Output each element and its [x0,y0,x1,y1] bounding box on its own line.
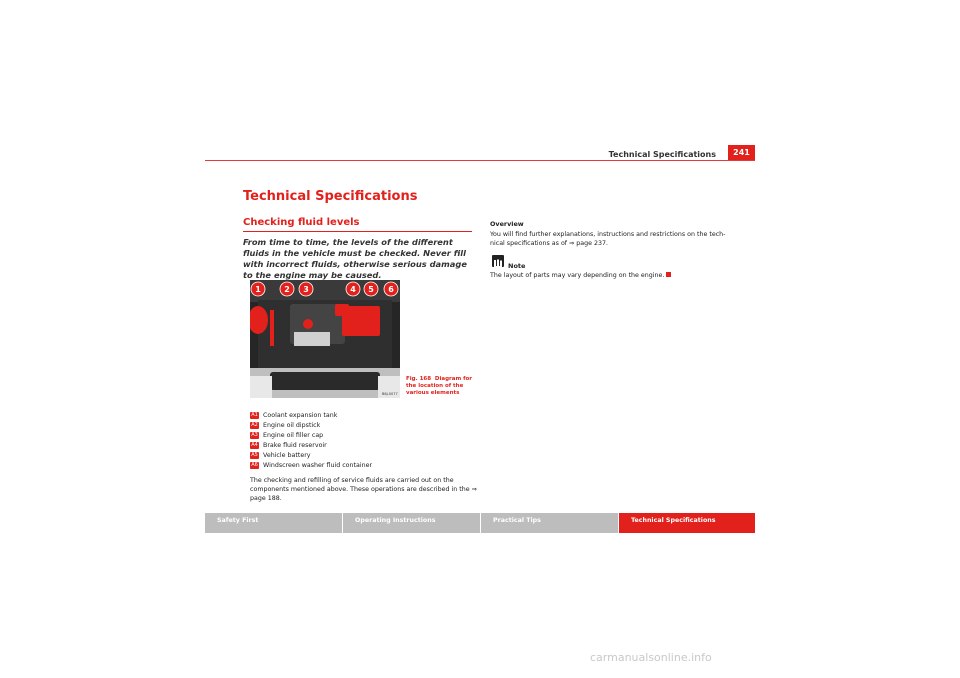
svg-text:4: 4 [350,285,356,294]
legend-item [250,461,372,471]
svg-text:2: 2 [284,285,290,294]
legend-label: Windscreen washer fluid container [263,462,373,469]
watermark: carmanualsonline.info [590,651,712,664]
figure-caption-label: Fig. 168 [406,376,432,382]
legend-marker: A4 [251,441,258,448]
figure-caption-text: Diagram for the location of the various elements [406,376,472,396]
section-rule [243,231,472,232]
section-title: Checking fluid levels [243,217,360,228]
marker-5 [364,282,378,296]
legend-item [250,421,372,431]
svg-text:5: 5 [368,285,374,294]
svg-text:6: 6 [388,285,394,294]
svg-text:1: 1 [255,285,261,294]
footer-nav [205,513,755,533]
engine-bay-figure [250,280,400,398]
legend-item [250,451,372,461]
component-legend [250,411,372,471]
legend-label: Engine oil dipstick [263,422,321,429]
legend-item [250,431,372,441]
legend-marker: A1 [251,411,258,418]
legend-label: Brake fluid reservoir [263,442,327,449]
figure-caption [406,376,476,397]
legend-marker: A3 [251,431,258,438]
tab-technical-specifications[interactable]: Technical Specifications [618,513,755,533]
marker-6 [384,282,398,296]
marker-2 [280,282,294,296]
note-label: Note [508,262,526,270]
legend-marker: A5 [251,451,258,458]
section-intro: From time to time, the levels of the different fluids in the vehicle must be checked. Never fill with incorrect fluids, otherwise serious damage to the engine may be caused. [243,237,467,280]
page-number: 241 [728,145,755,160]
note-icon [492,255,504,267]
marker-3 [299,282,313,296]
legend-label: Vehicle battery [263,452,311,459]
tab-safety-first[interactable]: Safety First [205,513,342,533]
overview-heading: Overview [490,220,524,228]
figure-code: B6J-0077 [382,392,398,396]
legend-item [250,411,372,421]
figure-markers [250,280,400,300]
tab-practical-tips[interactable]: Practical Tips [480,513,618,533]
running-header-title: Technical Specifications [608,150,716,159]
marker-1 [251,282,265,296]
note-text-block [490,272,671,279]
legend-label: Coolant expansion tank [263,412,338,419]
legend-marker: A2 [251,421,258,428]
legend-label: Engine oil filler cap [263,432,324,439]
header-rule [205,160,755,161]
legend-marker: A6 [251,461,258,468]
tab-operating-instructions[interactable]: Operating Instructions [342,513,480,533]
chapter-title: Technical Specifications [243,189,418,204]
service-fluids-paragraph: The checking and refilling of service fluids are carried out on the components mentioned above. These operations are described in the ⇒ page 188. [250,477,477,502]
legend-item [250,441,372,451]
note-text: The layout of parts may vary depending on the engine. [490,272,665,279]
svg-text:3: 3 [303,285,309,294]
overview-text: You will find further explanations, instructions and restrictions on the tech-nical specifications as of ⇒ page 237. [490,231,726,247]
marker-4 [346,282,360,296]
end-marker-icon [666,272,671,277]
